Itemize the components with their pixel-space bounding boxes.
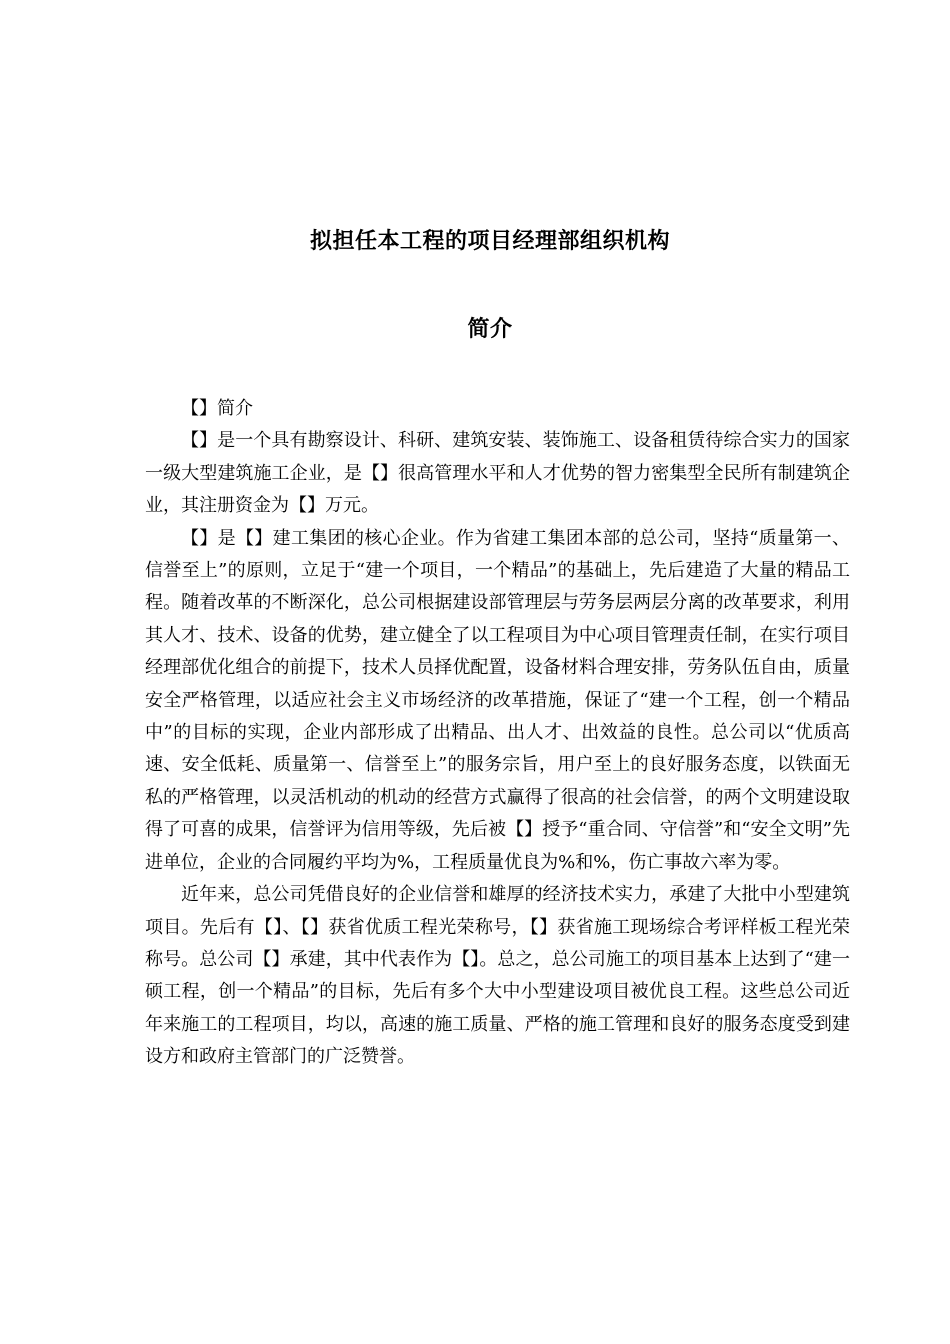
paragraph-recent-projects: 近年来，总公司凭借良好的企业信誉和雄厚的经济技术实力，承建了大批中小型建筑项目。先后有【】、【】获省优质工程光荣称号，【】获省施工现场综合考评样板工程光荣称号。总公司【】承建，其中代表作为【】。总之，总公司施工的项目基本上达到了“建一硕工程，创一个精品”的目标，先后有多个大中小型建设项目被优良工程。这些总公司近年来施工的工程项目，均以，高速的施工质量、严格的施工管理和良好的服务态度受到建设方和政府主管部门的广泛赞誉。 [145, 884, 850, 1068]
section-heading-intro: 【】简介 [181, 398, 253, 419]
document-title: 拟担任本工程的项目经理部组织机构 [309, 229, 670, 254]
paragraph-core-enterprise: 【】是【】建工集团的核心企业。作为省建工集团本部的总公司，坚持“质量第一、信誉至上”的原则，立足于“建一个项目，一个精品”的基础上，先后建造了大量的精品工程。随着改革的不断深化，总公司根据建设部管理层与劳务层两层分离的改革要求，利用其人才、技术、设备的优势，建立健全了以工程项目为中心项目管理责任制，在实行项目经理部优化组合的前提下，技术人员择优配置，设备材料合理安排，劳务队伍自由，质量安全严格管理，以适应社会主义市场经济的改革措施，保证了“建一个工程，创一个精品中”的目标的实现，企业内部形成了出精品、出人才、出效益的良性。总公司以“优质高速、安全低耗、质量第一、信誉至上”的服务宗旨，用户至上的良好服务态度，以铁面无私的严格管理，以灵活机动的机动的经营方式赢得了很高的社会信誉，的两个文明建设取得了可喜的成果，信誉评为信用等级，先后被【】授予“重合同、守信誉”和“安全文明”先进单位，企业的合同履约平均为%，工程质量优良为%和%，伤亡事故六率为零。 [145, 527, 850, 873]
document-subtitle: 简介 [467, 317, 513, 342]
document-body [145, 393, 850, 1074]
paragraph-company-overview: 【】是一个具有勘察设计、科研、建筑安装、装饰施工、设备租赁待综合实力的国家一级大型建筑施工企业，是【】很高管理水平和人才优势的智力密集型全民所有制建筑企业，其注册资金为【】万元。 [145, 430, 850, 517]
